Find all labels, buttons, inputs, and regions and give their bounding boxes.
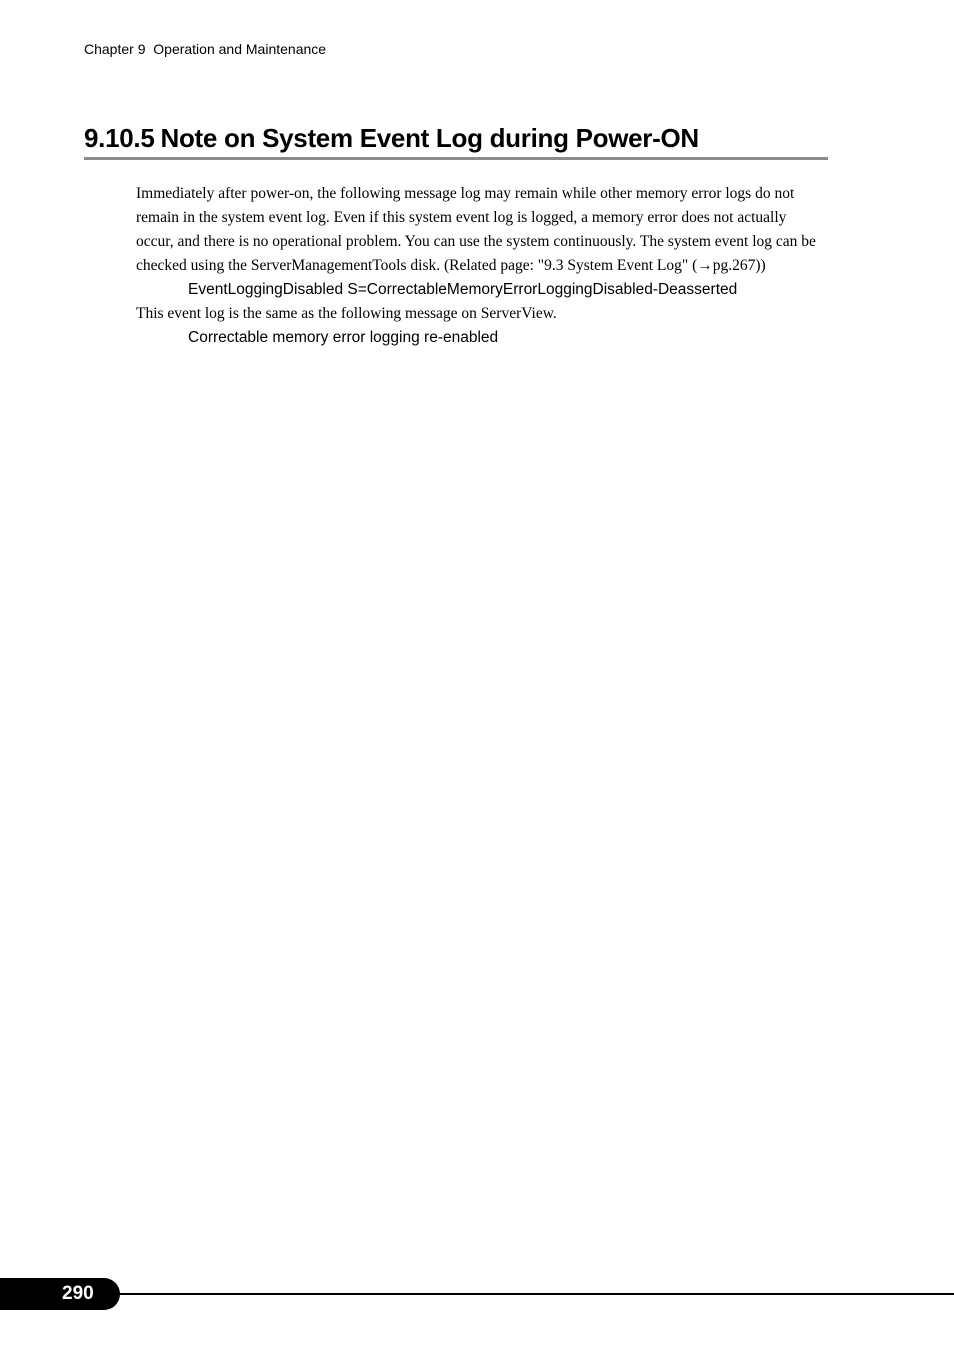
section-title: Note on System Event Log during Power-ON: [160, 123, 699, 153]
serverview-paragraph: This event log is the same as the following message on ServerView.: [136, 305, 557, 322]
heading-underline: [84, 157, 828, 160]
section-number: 9.10.5: [84, 123, 155, 153]
running-header: Chapter 9 Operation and Maintenance: [84, 41, 327, 57]
intro-paragraph: Immediately after power-on, the following message log may remain while other memory error logs do not remain in the system event log. Even if this system event log is logged, a memory error does not actually occur, and there is no operational problem. You can use the system continuously. The system event log can be checked using the ServerManagementTools disk. (Related page: "9.3 System Event Log" (→pg.267)): [136, 185, 816, 274]
page-number: 290: [62, 1283, 94, 1304]
footer-rule: [118, 1293, 954, 1295]
section-body: [136, 182, 826, 350]
log-message-line: EventLoggingDisabled S=CorrectableMemoryErrorLoggingDisabled-Deasserted: [188, 281, 738, 298]
section-heading: [84, 122, 828, 154]
serverview-message-line: Correctable memory error logging re-enabled: [188, 329, 499, 346]
